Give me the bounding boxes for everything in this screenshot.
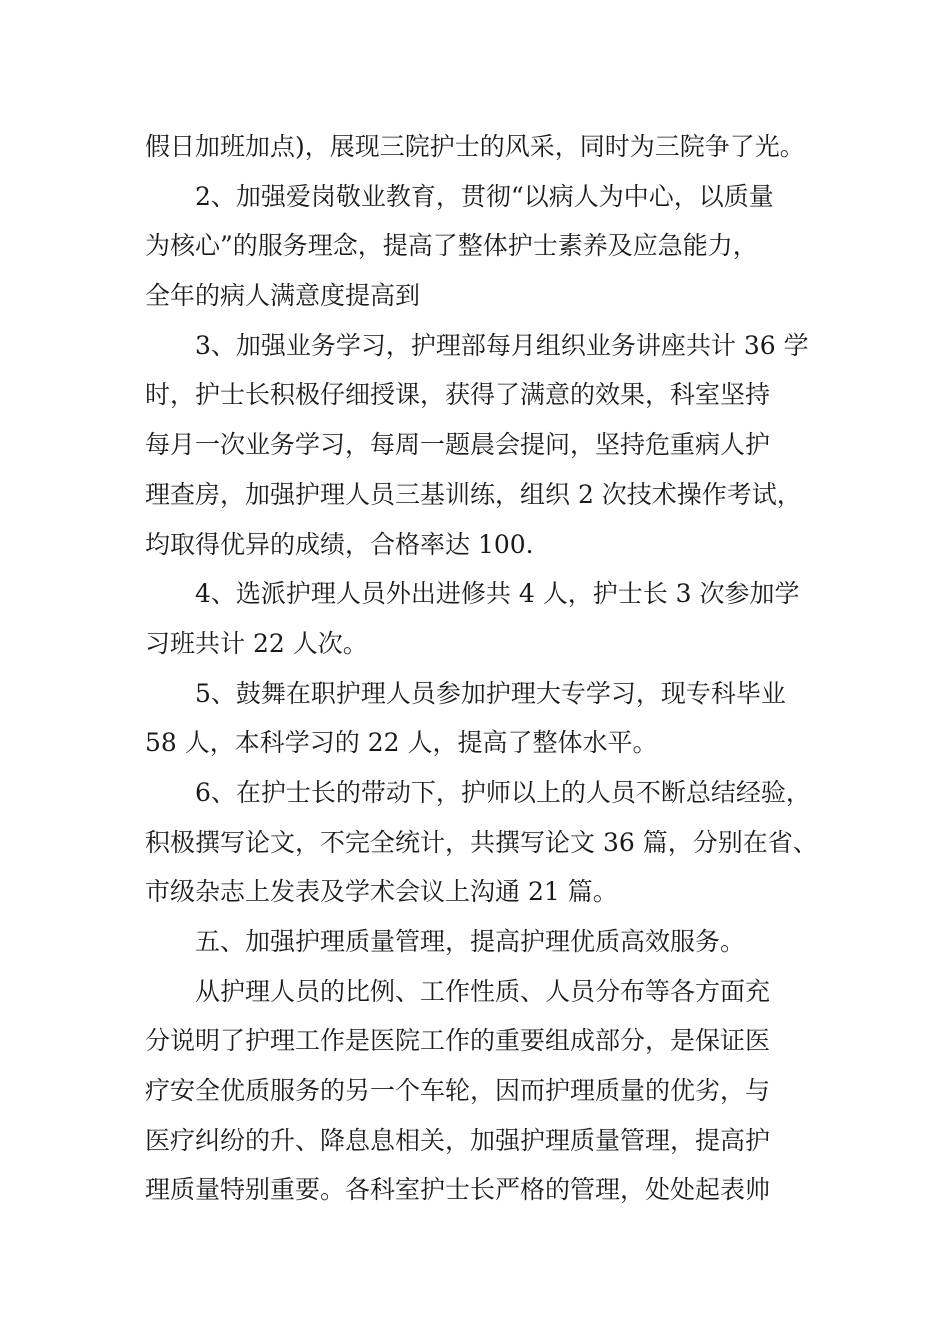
text-line: 市级杂志上发表及学术会议上沟通 21 篇。 xyxy=(145,877,618,907)
text-line: 习班共计 22 人次。 xyxy=(145,628,368,658)
text-line: 五、加强护理质量管理，提高护理优质高效服务。 xyxy=(195,927,746,956)
text-line: 积极撰写论文，不完全统计，共撰写论文 36 篇，分别在省、 xyxy=(145,827,818,857)
text-line: 6、在护士长的带动下，护师以上的人员不断总结经验， xyxy=(195,777,811,807)
text-line: 理查房，加强护理人员三基训练，组织 2 次技术操作考试， xyxy=(145,479,802,509)
text-line: 均取得优异的成绩，合格率达 100. xyxy=(145,529,534,559)
text-line: 疗安全优质服务的另一个车轮，因而护理质量的优劣，与 xyxy=(145,1076,771,1106)
text-line: 2、加强爱岗敬业教育，贯彻“以病人为中心，以质量 xyxy=(195,181,774,211)
text-line: 理质量特别重要。各科室护士长严格的管理，处处起表帅 xyxy=(145,1175,771,1205)
text-line: 分说明了护理工作是医院工作的重要组成部分，是保证医 xyxy=(145,1026,771,1056)
text-line: 为核心”的服务理念，提高了整体护士素养及应急能力， xyxy=(145,231,758,261)
text-line: 58 人，本科学习的 22 人，提高了整体水平。 xyxy=(145,728,658,758)
body-text xyxy=(145,122,818,1215)
text-line: 全年的病人满意度提高到 xyxy=(145,281,421,311)
text-line: 3、加强业务学习，护理部每月组织业务讲座共计 36 学 xyxy=(195,330,809,360)
text-line: 医疗纠纷的升、降息息相关，加强护理质量管理，提高护 xyxy=(145,1125,771,1155)
text-line: 从护理人员的比例、工作性质、人员分布等各方面充 xyxy=(195,976,771,1006)
text-line: 每月一次业务学习，每周一题晨会提问，坚持危重病人护 xyxy=(145,430,771,460)
text-line: 4、选派护理人员外出进修共 4 人，护士长 3 次参加学 xyxy=(195,579,800,609)
text-line: 时，护士长积极仔细授课，获得了满意的效果，科室坚持 xyxy=(145,380,771,410)
text-line: 假日加班加点)，展现三院护士的风采，同时为三院争了光。 xyxy=(145,132,805,161)
text-line: 5、鼓舞在职护理人员参加护理大专学习，现专科毕业 xyxy=(195,678,786,708)
